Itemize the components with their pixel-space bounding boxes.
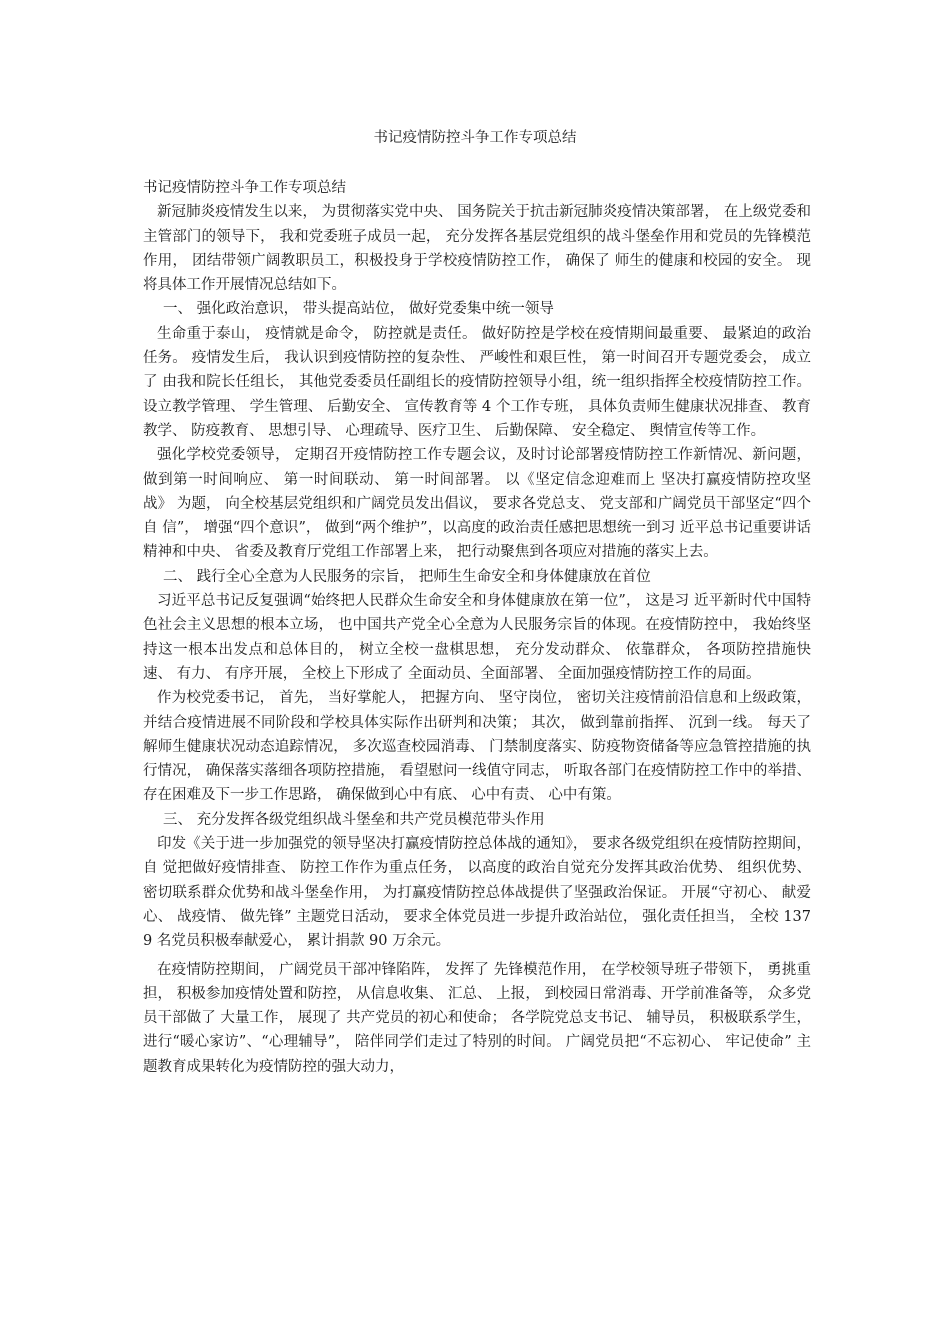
document-title: 书记疫情防控斗争工作专项总结 [373, 130, 577, 146]
section-heading-3: 三、 充分发挥各级党组织战斗堡垒和共产党员模范带头作用 [163, 811, 545, 828]
paragraph: 印发《关于进一步加强党的领导坚决打赢疫情防控总体战的通知》， 要求各级党组织在疫情防控期间， 自 觉把做好疫情排查、 防控工作作为重点任务， 以高度的政治自觉充分发挥其政治优势、 组织优势、 密切联系群众优势和战斗堡垒作用， 为打赢疫情防控总体战提供了坚强政治保证。 开展“守初心、 献爱心、 战疫情、 做先锋” 主题党日活动， 要求全体党员进一步提升政治站位， 强化责任担当， 全校 1379 名党员积极奉献爱心， 累计捐款 90 万余元。 [143, 836, 811, 950]
section-heading-1: 一、 强化政治意识， 带头提高站位， 做好党委集中统一领导 [163, 301, 554, 318]
paragraph: 在疫情防控期间， 广阔党员干部冲锋陷阵， 发挥了 先锋模范作用， 在学校领导班子带领下， 勇挑重担， 积极参加疫情处置和防控， 从信息收集、 汇总、 上报， 到校园日常消毒、开学前准备等， 众多党员干部做了 大量工作， 展现了 共产党员的初心和使命； 各学院党总支书记、 辅导员， 积极联系学生， 进行“暖心家访”、“心理辅导”， 陪伴同学们走过了特别的时间。 广阔党员把“不忘初心、 牢记使命” 主题教育成果转化为疫情防控的强大动力， [143, 961, 811, 1075]
document-body [143, 176, 811, 1079]
paragraph: 生命重于泰山， 疫情就是命令， 防控就是责任。 做好防控是学校在疫情期间最重要、 最紧迫的政治任务。 疫情发生后， 我认识到疫情防控的复杂性、 严峻性和艰巨性， 第一时间召开专题党委会， 成立了 由我和院长任组长， 其他党委委员任副组长的疫情防控领导小组，统一组织指挥全校疫情防控工作。 设立教学管理、 学生管理、 后勤安全、 宣传教育等 4 个工作专班， 具体负责师生健康状况排查、 教育教学、 防疫教育、 思想引导、 心理疏导、医疗卫生、 后勤保障、 安全稳定、 舆情宣传等工作。 [143, 325, 811, 439]
section-heading-2: 二、 践行全心全意为人民服务的宗旨， 把师生生命安全和身体健康放在首位 [163, 568, 651, 585]
paragraph: 强化学校党委领导， 定期召开疫情防控工作专题会议，及时讨论部署疫情防控工作新情况、新问题，做到第一时间响应、 第一时间联动、 第一时间部署。 以《坚定信念迎难而上 坚决打赢疫情防控攻坚战》 为题， 向全校基层党组织和广阔党员发出倡议， 要求各党总支、 党支部和广阔党员干部坚定“四个自 信”， 增强“四个意识”， 做到“两个维护”，以高度的政治责任感把思想统一到习 近平总书记重要讲话精神和中央、 省委及教育厅党组工作部署上来， 把行动聚焦到各项应对措施的落实上去。 [143, 447, 811, 561]
document-subtitle: 书记疫情防控斗争工作专项总结 [143, 180, 346, 196]
paragraph: 作为校党委书记， 首先， 当好掌舵人， 把握方向、 坚守岗位， 密切关注疫情前沿信息和上级政策， 并结合疫情进展不同阶段和学校具体实际作出研判和决策； 其次， 做到靠前指挥、 沉到一线。 每天了 解师生健康状况动态追踪情况， 多次巡查校园消毒、 门禁制度落实、防疫物资储备等应急管控措施的执行情况， 确保落实落细各项防控措施， 看望慰问一线值守同志， 听取各部门在疫情防控工作中的举措、 存在困难及下一步工作思路， 确保做到心中有底、 心中有责、 心中有策。 [143, 690, 811, 804]
paragraph-intro: 新冠肺炎疫情发生以来， 为贯彻落实党中央、 国务院关于抗击新冠肺炎疫情决策部署， 在上级党委和主管部门的领导下， 我和党委班子成员一起， 充分发挥各基层党组织的战斗堡垒作用和党员的先锋模范作用， 团结带领广阔教职员工，积极投身于学校疫情防控工作， 确保了 师生的健康和校园的安全。 现将具体工作开展情况总结如下。 [143, 204, 811, 294]
paragraph: 习近平总书记反复强调“始终把人民群众生命安全和身体健康放在第一位”， 这是习 近平新时代中国特色社会主义思想的根本立场， 也中国共产党全心全意为人民服务宗旨的体现。在疫情防控中， 我始终坚持这一根本出发点和总体目的， 树立全校一盘棋思想， 充分发动群众、 依靠群众， 各项防控措施快速、 有力、 有序开展， 全校上下形成了 全面动员、全面部署、 全面加强疫情防控工作的局面。 [143, 593, 811, 682]
